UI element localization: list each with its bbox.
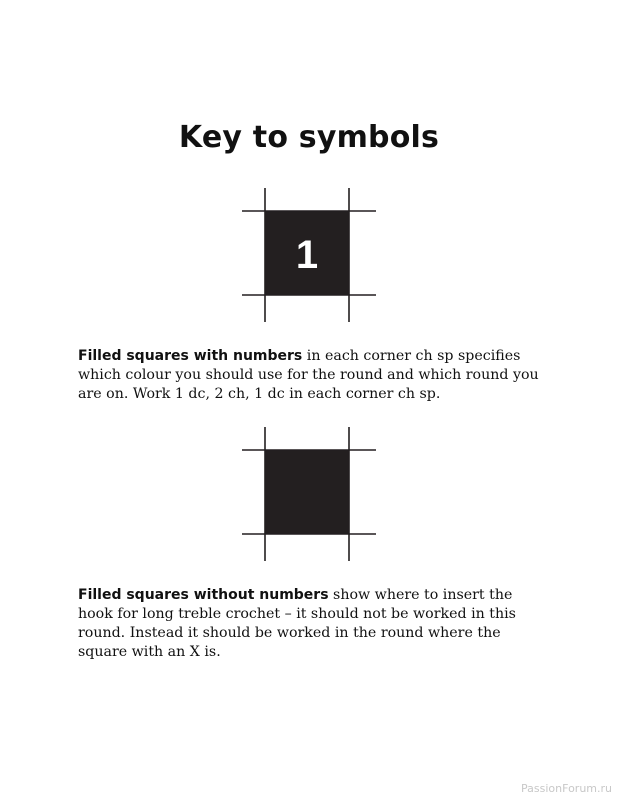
numbered-square-symbol <box>242 188 376 322</box>
numbered-square-description <box>78 347 548 404</box>
page-title: Key to symbols <box>178 120 440 155</box>
numbered-square-lead: Filled squares with numbers <box>78 348 303 364</box>
plain-square-text: show where to insert the hook for long treble crochet – it should not be worked in this round. Instead it should be worked in the round where the square with an X is. <box>78 587 516 660</box>
numbered-square-icon <box>242 188 376 322</box>
plain-square-symbol <box>242 427 376 561</box>
plain-square-icon <box>242 427 376 561</box>
filled-square <box>265 450 349 534</box>
square-number-label: 1 <box>295 233 319 277</box>
plain-square-description <box>78 586 548 662</box>
plain-square-lead: Filled squares without numbers <box>78 587 329 603</box>
numbered-square-text: in each corner ch sp specifies which colour you should use for the round and which round you are on. Work 1 dc, 2 ch, 1 dc in each corner ch sp. <box>78 348 539 402</box>
watermark: PassionForum.ru <box>521 782 612 795</box>
